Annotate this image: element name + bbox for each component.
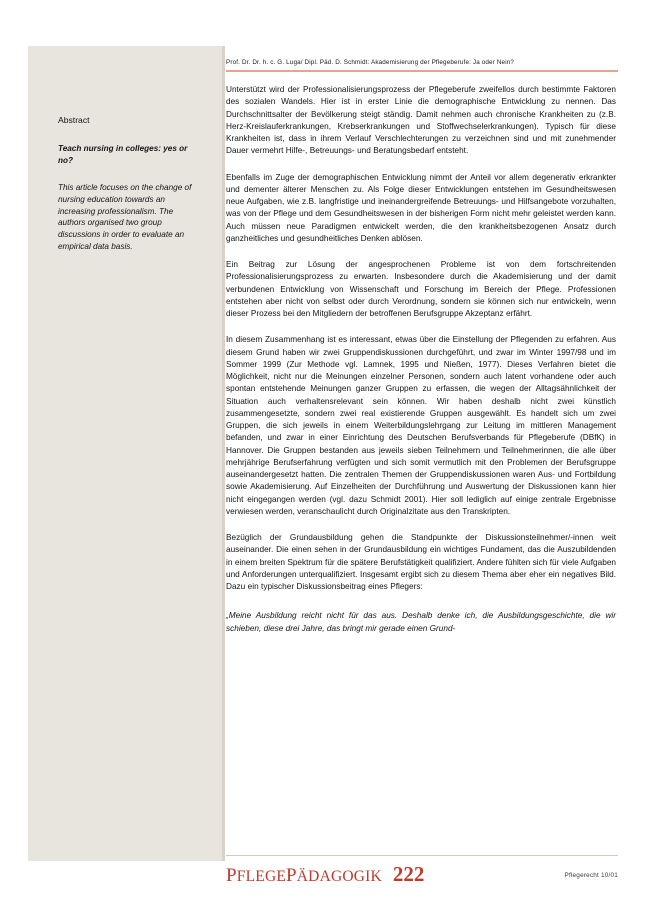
body-paragraph: Bezüglich der Grundausbildung gehen die Standpunkte der Diskussionsteilnehmer/-innen weit auseinander. Die einen sehen in der Grundausbildung ein wichtiges Fundament, das die Auszubildenden in einem breiten Spektrum für die spätere Berufstätigkeit qualifiziert. Andere fühlten sich für viele Aufgaben und Anforderungen unterqualifiziert. Insgesamt ergibt sich zu diesem Thema aber eher ein negatives Bild. Dazu ein typischer Diskussionsbeitrag eines Pflegers: [226, 533, 616, 591]
abstract-block [58, 114, 198, 252]
abstract-heading: Teach nursing in colleges: yes or no? [58, 144, 188, 165]
sidebar-edge-divider [222, 46, 225, 861]
body-paragraph: In diesem Zusammenhang ist es interessant, etwas über die Einstellung der Pflegenden zu erfahren. Aus diesem Grund haben wir zwei Gruppendiskussionen durchgeführt, und zwar im Winter 1997/98 und im Sommer 1999 (Zur Methode vgl. Lamnek, 1995 und Nießen, 1977). Dieses Verfahren bietet die Möglichkeit, nicht nur die Meinungen einzelner Personen, sondern auch latent vorhandene oder auch spontan entstehende Meinungen ganzer Gruppen zu erfassen, die wegen der Alltagsähnlichkeit der Situation auch verhaltensrelevant sein können. Wir haben deshalb nicht zwei künstlich zusammengesetzte, sondern zwei real existierende Gruppen ausgewählt. Es handelt sich um zwei Gruppen, die sich jeweils in einem Weiterbildungslehrgang zur Leitung im mittleren Management befanden, und zwar in einer Einrichtung des Deutschen Berufsverbands für Pflegeberufe (DBfK) in Hannover. Die Gruppen bestanden aus jeweils sieben Teilnehmern und Teilnehmerinnen, die alle über mehrjährige Berufserfahrung verfügten und sich somit vermutlich mit den Problemen der Berufsgruppe auseinandergesetzt hatten. Die zentralen Themen der Gruppendiskussionen waren Aus- und Fortbildung sowie Akademisierung. Auf Einzelheiten der Durchführung und Auswertung der Diskussionen kann hier nicht eingegangen werden (vgl. dazu Schmidt 2001). Hier soll lediglich auf einige zentrale Ergebnisse verwiesen werden, veranschaulicht durch Originalzitate aus den Transkripten. [226, 335, 616, 516]
abstract-label: Abstract [58, 115, 90, 125]
footer-rule [226, 855, 618, 856]
brand-word-paedagogik: ÄDAGOGIK [296, 868, 382, 885]
brand-initial-p1: P [226, 865, 237, 886]
main-text-column [226, 84, 616, 635]
page-number: 222 [392, 862, 425, 886]
pull-quote: „Meine Ausbildung reicht nicht für das aus. Deshalb denke ich, die Ausbildungsgeschichte, die wir schieben, diese drei Jahre, das bringt mir gerade einen Grund- [226, 611, 616, 633]
body-paragraph: Ebenfalls im Zuge der demographischen Entwicklung nimmt der Anteil vor allem degenerativ erkrankter und dementer älterer Menschen zu. Als Folge dieser Entwicklungen entstehen im Gesundheitswesen neue Aufgaben, wie z.B. langfristige und ineinandergreifende Betreuungs- und Hilfsangebote vorzuhalten, was von der Pflege und dem Gesundheitswesen in der bisherigen Form nicht mehr geleistet werden kann. Auch müssen neue Paradigmen entwickelt werden, die den krankheitsbezogenen Ansatz durch ganzheitliches und gesundheitliches Denken ablösen. [226, 172, 616, 243]
body-paragraph: Unterstützt wird der Professionalisierungsprozess der Pflegeberufe zweifellos durch bestimmte Faktoren des sozialen Wandels. Hier ist in erster Linie die demographische Entwicklung zu nennen. Das Durchschnittsalter der Bevölkerung steigt ständig. Damit nehmen auch chronische Krankheiten zu (z.B. Herz-Kreislauferkrankungen, Krebserkrankungen und Stoffwechselerkrankungen). Typisch für diese Krankheiten ist, dass in ihrem Verlauf Verschlechterungen zu verzeichnen sind und mit zunehmender Dauer vermehrt Hilfe-, Betreuungs- und Beratungsbedarf entsteht. [226, 85, 616, 156]
brand-initial-p2: P [286, 865, 297, 886]
abstract-body-text: This article focuses on the change of nursing education towards an increasing professionalism. The authors organised two group discussions in order to evaluate an empirical data basis. [58, 183, 192, 251]
body-paragraph: Ein Beitrag zur Lösung der angesprochenen Probleme ist von dem fortschreitenden Professionalisierungsprozess zu erwarten. Insbesondere durch die Akademisierung und der damit verbundenen Entwicklung von Wissenschaft und Forschung im Bereich der Pflege. Professionen entstehen aber nicht von selbst oder durch Verordnung, sondern sie können sich nur entwickeln, wenn dieser Prozess bei den Mitgliedern der betroffenen Berufsgruppe Akzeptanz erfährt. [226, 260, 616, 318]
footer-issue: Pflegerecht 10/01 [564, 872, 618, 879]
brand-word-pflege: FLEGE [236, 868, 286, 885]
journal-brand [226, 865, 382, 887]
running-head-rule [226, 70, 618, 72]
running-head: Prof. Dr. Dr. h. c. G. Luga/ Dipl. Päd. D. Schmidt: Akademisierung der Pflegeberufe: Ja oder Nein? [226, 59, 515, 66]
page-footer [226, 862, 618, 886]
